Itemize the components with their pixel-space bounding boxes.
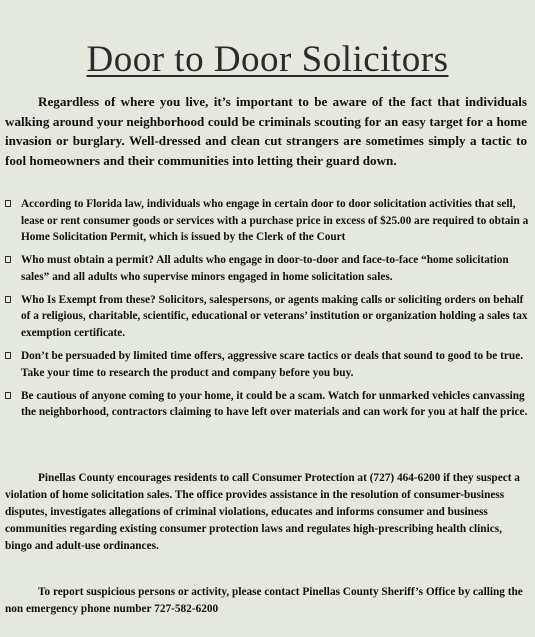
- page-title: Door to Door Solicitors: [86, 39, 449, 80]
- list-item-text: Who must obtain a permit? All adults who engage in door-to-door and face-to-face “home solicitation sales” and all adults who supervise minors engaged in home solicitation sales.: [21, 254, 509, 283]
- checkbox-bullet-icon: [5, 352, 11, 359]
- list-item: [5, 252, 530, 285]
- checkbox-bullet-icon: [5, 392, 11, 399]
- list-item-text: According to Florida law, individuals who engage in certain door to door solicitation activities that sell, lease or rent consumer goods or services with a purchase price in excess of $25.00 are required to obtain a Home Solicitation Permit, which is issued by the Clerk of the Court: [21, 198, 529, 244]
- list-item-text: Don’t be persuaded by limited time offers, aggressive scare tactics or deals that sound to good to be true. Take your time to research the product and company before you buy.: [21, 349, 524, 379]
- list-item: [5, 292, 530, 342]
- list-item: [5, 348, 530, 381]
- consumer-protection-paragraph: Pinellas County encourages residents to call Consumer Protection at (727) 464-6200 if they suspect a violation of home solicitation sales. The office provides assistance in the resolution of consumer-business disputes, investigates allegations of criminal violations, educates and informs consumer and business communities regarding existing consumer protection laws and regulates high-prescribing health clinics, bingo and adult-use ordinances.: [5, 472, 520, 552]
- intro-paragraph: Regardless of where you live, it’s important to be aware of the fact that individuals walking around your neighborhood could be criminals scouting for an easy target for a home invasion or burglary. Well-dressed and clean cut strangers are sometimes simply a tactic to fool homeowners and their communities into letting their guard down.: [5, 94, 527, 168]
- list-item-text: Be cautious of anyone coming to your home, it could be a scam. Watch for unmarked vehicles canvassing the neighborhood, contractors claiming to have left over materials and can work for you at half the price.: [21, 389, 528, 419]
- checkbox-bullet-icon: [5, 296, 11, 303]
- list-item: [5, 196, 530, 246]
- sheriff-contact-paragraph: To report suspicious persons or activity, please contact Pinellas County Sheriff’s Office by calling the non emergency phone number 727-582-6200: [5, 586, 523, 615]
- checkbox-bullet-icon: [5, 200, 11, 207]
- bullet-list: [5, 196, 530, 427]
- list-item-text: Who Is Exempt from these? Solicitors, salespersons, or agents making calls or soliciting orders on behalf of a religious, charitable, scientific, educational or veterans’ institution or organization holding a sales tax exemption certificate.: [21, 293, 528, 339]
- checkbox-bullet-icon: [5, 256, 11, 263]
- list-item: [5, 388, 530, 421]
